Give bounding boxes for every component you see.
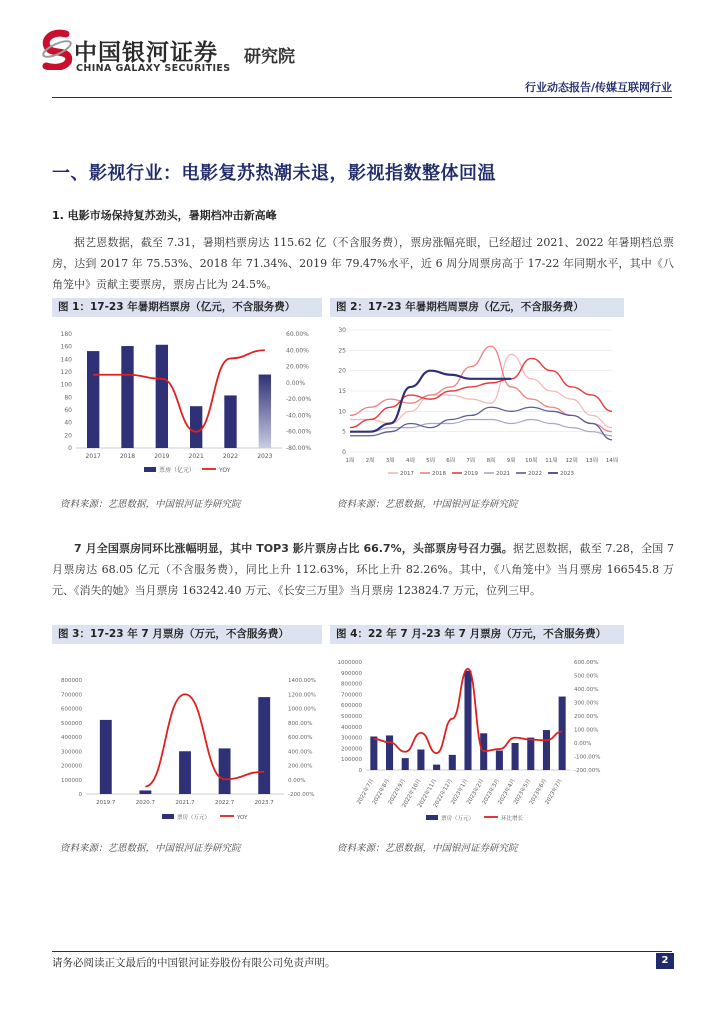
legend-label: 2019: [464, 471, 478, 477]
paragraph-2: [52, 538, 674, 601]
y-tick-label: 0: [342, 449, 346, 456]
bar: [224, 395, 236, 448]
logo-chinese: 中国银河证券: [74, 40, 218, 66]
legend-label: 2022: [528, 471, 542, 477]
series-line-2018: [350, 346, 612, 431]
y2-tick-label: 20.00%: [286, 363, 309, 371]
bar: [100, 720, 112, 794]
y2-tick-label: 600.00%: [574, 660, 599, 666]
y2-tick-label: 200.00%: [288, 763, 313, 770]
x-tick-label: 2018: [119, 453, 136, 460]
bar: [190, 406, 202, 448]
y-tick-label: 160: [60, 343, 72, 351]
y2-tick-label: 1200.00%: [288, 692, 316, 699]
fig1-chart: [52, 322, 322, 482]
x-tick-label: 2022年7月: [356, 778, 376, 806]
y-tick-label: 800000: [341, 681, 362, 688]
x-tick-label: 2023年6月: [528, 778, 549, 806]
fig2-title: 图 2：17-23 年暑期档周票房（亿元，不含服务费）: [330, 298, 624, 317]
bar: [258, 697, 270, 794]
x-tick-label: 8周: [486, 458, 496, 464]
legend-label: 2023: [560, 471, 574, 477]
series-line-2023: [350, 371, 511, 432]
paragraph-2-lead: 7 月全国票房同环比涨幅明显，其中 TOP3 影片票房占比 66.7%，头部票房号召力强。: [74, 542, 513, 555]
fig2-source: 资料来源：艺恩数据，中国银河证券研究院: [337, 499, 518, 510]
y2-tick-label: 600.00%: [288, 735, 313, 741]
x-tick-label: 2019: [154, 453, 170, 460]
institute-name: 研究院: [244, 47, 295, 67]
x-tick-label: 2021: [188, 453, 204, 460]
y-tick-label: 25: [338, 347, 346, 355]
bar: [449, 755, 456, 770]
y-tick-label: 1000000: [337, 660, 362, 666]
x-tick-label: 2023年2月: [465, 778, 486, 806]
y-tick-label: 80: [64, 394, 72, 402]
legend-label: 票房（亿元）: [159, 467, 196, 474]
y-tick-label: 0: [68, 445, 72, 452]
legend-label: 2021: [496, 471, 510, 477]
fig4-source: 资料来源：艺恩数据，中国银河证券研究院: [337, 843, 518, 854]
x-tick-label: 2周: [365, 458, 375, 464]
x-tick-label: 6周: [446, 458, 456, 464]
x-tick-label: 1周: [345, 458, 355, 464]
y-tick-label: 120: [60, 369, 72, 376]
x-tick-label: 5周: [426, 458, 436, 464]
bar: [139, 790, 151, 794]
bar: [219, 748, 231, 794]
legend-swatch-bar: [162, 814, 174, 819]
y2-tick-label: 1000.00%: [288, 706, 316, 713]
y-tick-label: 30: [338, 327, 346, 334]
bar: [559, 697, 566, 770]
y-tick-label: 0: [358, 768, 362, 774]
y-tick-label: 500000: [341, 714, 362, 720]
page-number: 2: [656, 953, 674, 969]
legend-label: YOY: [237, 815, 248, 821]
legend-label: 2017: [400, 471, 414, 477]
x-tick-label: 3周: [385, 458, 395, 464]
y2-tick-label: -200.00%: [288, 792, 315, 798]
x-tick-label: 10周: [525, 458, 538, 464]
yoy-line: [93, 350, 265, 431]
bar: [386, 735, 393, 770]
bar: [259, 375, 271, 448]
header-divider: [52, 97, 672, 98]
bar: [543, 730, 550, 770]
fig1-title: 图 1：17-23 年暑期档票房（亿元，不含服务费）: [52, 298, 322, 317]
y-tick-label: 300000: [341, 735, 362, 742]
fig2-chart: [330, 322, 624, 482]
yoy-line: [145, 694, 264, 786]
y2-tick-label: 200.00%: [574, 714, 599, 720]
legend-label: 票房（万元）: [441, 816, 475, 822]
y-tick-label: 60: [64, 407, 72, 414]
y2-tick-label: 300.00%: [574, 700, 599, 707]
fig3-title: 图 3：17-23 年 7 月票房（万元，不含服务费）: [52, 625, 322, 644]
y-tick-label: 20: [64, 432, 72, 440]
y2-tick-label: 800.00%: [288, 720, 313, 727]
footer-divider: [52, 951, 672, 952]
y2-tick-label: 500.00%: [574, 673, 599, 680]
bar: [496, 751, 503, 770]
series-line-2019: [350, 358, 612, 427]
bar: [179, 751, 191, 794]
paragraph-1: 据艺恩数据，截至 7.31，暑期档票房达 115.62 亿（不含服务费），票房涨幅亮眼，已经超过 2021、2022 年暑期档总票房，达到 2017 年 75.53%、2018 年 71.34%、2019 年 79.47%水平，近 6 周分周票房高于 17-22 年同期水平，其中《八角笼中》贡献主要票房，票房占比为 24.5%。: [52, 236, 674, 291]
y-tick-label: 700000: [341, 692, 362, 699]
y-tick-label: 5: [342, 428, 346, 436]
legend-label: 环比增长: [501, 816, 524, 822]
x-tick-label: 2022.7: [214, 800, 235, 806]
report-type: 行业动态报告/传媒互联网行业: [524, 81, 672, 94]
y-tick-label: 40: [64, 419, 72, 427]
x-tick-label: 2022年8月: [371, 778, 392, 806]
bar: [87, 351, 99, 448]
x-tick-label: 2022: [222, 453, 239, 460]
brand-logo-icon: [40, 28, 74, 70]
x-tick-label: 2023年3月: [481, 778, 502, 806]
y-tick-label: 15: [338, 388, 346, 395]
x-tick-label: 12周: [565, 458, 578, 464]
y2-tick-label: -200.00%: [574, 768, 601, 774]
section-title: 一、影视行业：电影复苏热潮未退，影视指数整体回温: [52, 163, 496, 184]
y2-tick-label: 0.00%: [286, 379, 306, 387]
y2-tick-label: -100.00%: [574, 754, 601, 761]
y-tick-label: 10: [338, 408, 346, 416]
x-tick-label: 2022年12月: [432, 778, 455, 809]
y-tick-label: 400000: [61, 735, 82, 741]
bar: [417, 749, 424, 770]
series-line-2021: [350, 419, 612, 435]
footer-disclaimer: 请务必阅读正文最后的中国银河证券股份有限公司免责声明。: [52, 957, 336, 969]
x-tick-label: 2023年4月: [497, 778, 517, 806]
y-tick-label: 0: [78, 792, 82, 798]
x-tick-label: 2022年9月: [387, 778, 407, 806]
y-tick-label: 100000: [341, 757, 362, 764]
x-tick-label: 2023年5月: [513, 778, 533, 806]
bar: [370, 737, 377, 770]
legend-label: 2018: [432, 471, 446, 477]
x-tick-label: 2023年1月: [450, 778, 470, 806]
y2-tick-label: 400.00%: [574, 687, 599, 693]
y-tick-label: 300000: [61, 749, 82, 756]
y-tick-label: 900000: [341, 670, 362, 677]
y-tick-label: 200000: [341, 746, 362, 753]
paragraph-2-body: 据艺恩数据，截至 7.28，全国 7 月票房达 68.05 亿元（不含服务费），同比上升 112.63%，环比上升 82.26%。其中，《八角笼中》当月票房 166545.8 万元、《消失的她》当月票房 163242.40 万元、《长安三万里》当月票房 123824.7 万元，位列三甲。: [52, 542, 675, 597]
x-tick-label: 2023: [257, 453, 273, 460]
bar: [402, 758, 409, 770]
legend-label: YOY: [219, 467, 231, 474]
bar: [464, 671, 471, 770]
x-tick-label: 2022年10月: [401, 778, 423, 809]
x-tick-label: 11周: [545, 458, 558, 464]
y2-tick-label: -20.00%: [286, 396, 312, 404]
legend-swatch-bar: [144, 467, 156, 472]
x-tick-label: 2022年11月: [417, 778, 439, 809]
y-tick-label: 180: [60, 331, 72, 338]
y2-tick-label: 40.00%: [286, 347, 309, 355]
fig4-title: 图 4：22 年 7 月-23 年 7 月票房（万元，不含服务费）: [330, 625, 624, 644]
bar: [121, 346, 133, 448]
y-tick-label: 100000: [61, 777, 82, 784]
y2-tick-label: -40.00%: [286, 412, 312, 420]
fig4-chart: [330, 654, 624, 826]
y-tick-label: 200000: [61, 763, 82, 770]
fig1-source: 资料来源：艺恩数据，中国银河证券研究院: [60, 499, 241, 510]
y-tick-label: 140: [60, 356, 72, 364]
x-tick-label: 14周: [605, 458, 619, 464]
y2-tick-label: 0.00%: [288, 777, 306, 784]
fig3-source: 资料来源：艺恩数据，中国银河证券研究院: [60, 843, 241, 854]
x-tick-label: 7周: [466, 458, 476, 464]
y2-tick-label: 100.00%: [574, 727, 599, 734]
x-tick-label: 2017: [85, 453, 101, 460]
y-tick-label: 800000: [61, 678, 82, 684]
y-tick-label: 20: [338, 367, 346, 375]
y2-tick-label: 1400.00%: [288, 678, 316, 684]
bar: [156, 345, 168, 448]
y2-tick-label: 0.00%: [574, 741, 592, 747]
y2-tick-label: 60.00%: [286, 331, 309, 338]
x-tick-label: 4周: [405, 458, 415, 464]
y-tick-label: 600000: [61, 706, 82, 713]
y2-tick-label: -80.00%: [286, 445, 312, 452]
bar: [512, 743, 519, 770]
legend-swatch-bar: [426, 815, 438, 820]
y2-tick-label: 400.00%: [288, 749, 313, 756]
y-tick-label: 400000: [341, 724, 362, 731]
y-tick-label: 600000: [341, 703, 362, 710]
x-tick-label: 13周: [585, 458, 599, 464]
x-tick-label: 2019.7: [96, 800, 116, 806]
x-tick-label: 2023.7: [254, 800, 274, 806]
bar: [433, 765, 440, 770]
y2-tick-label: -60.00%: [286, 428, 312, 436]
x-tick-label: 2020.7: [135, 800, 156, 806]
x-tick-label: 9周: [506, 458, 516, 464]
x-tick-label: 2023年7月: [544, 778, 564, 806]
bar: [527, 738, 534, 770]
logo-english: CHINA GALAXY SECURITIES: [76, 63, 231, 74]
y-tick-label: 100: [60, 381, 72, 389]
legend-label: 票房（万元）: [177, 815, 211, 821]
subsection-title: 1. 电影市场保持复苏劲头，暑期档冲击新高峰: [52, 209, 277, 222]
y-tick-label: 500000: [61, 720, 82, 727]
y-tick-label: 700000: [61, 692, 82, 699]
fig3-chart: [52, 654, 322, 826]
x-tick-label: 2021.7: [175, 800, 195, 806]
